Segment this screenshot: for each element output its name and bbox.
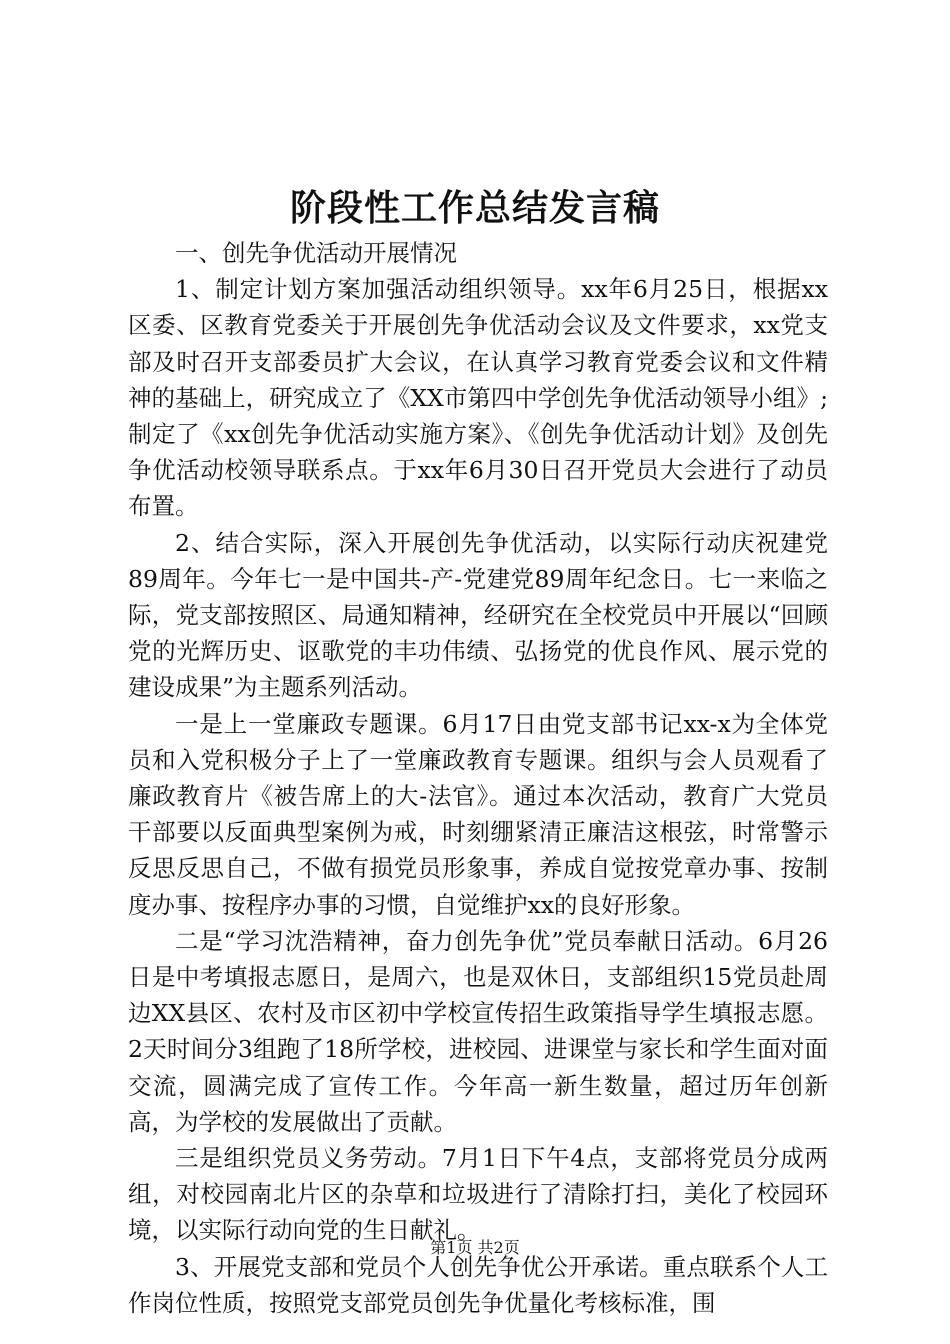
document-body xyxy=(128,235,828,1321)
body-paragraph: 一是上一堂廉政专题课。6月17日由党支部书记xx-x为全体党员和入党积极分子上了一堂廉政教育专题课。组织与会人员观看了廉政教育片《被告席上的大-法官》。通过本次活动，教育广大党员干部要以反面典型案例为戒，时刻绷紧清正廉洁这根弦，时常警示反思反思自己，不做有损党员形象事，养成自觉按党章办事、按制度办事、按程序办事的习惯，自觉维护xx的良好形象。 xyxy=(128,709,828,919)
document-title: 阶段性工作总结发言稿 xyxy=(289,187,660,229)
body-paragraph: 二是“学习沈浩精神，奋力创先争优”党员奉献日活动。6月26日是中考填报志愿日，是周六，也是双休日，支部组织15党员赴周边XX县区、农村及市区初中学校宣传招生政策指导学生填报志愿。2天时间分3组跑了18所学校，进校园、进课堂与家长和学生面对面交流，圆满完成了宣传工作。今年高一新生数量，超过历年创新高，为学校的发展做出了贡献。 xyxy=(128,926,828,1136)
body-paragraph: 2、结合实际，深入开展创先争优活动，以实际行动庆祝建党89周年。今年七一是中国共-产-党建党89周年纪念日。七一来临之际，党支部按照区、局通知精神，经研究在全校党员中开展以“回顾党的光辉历史、讴歌党的丰功伟绩、弘扬党的优良作风、展示党的建设成果”为主题系列活动。 xyxy=(128,528,828,702)
page-footer: 第1页 共2页 xyxy=(430,1238,520,1257)
body-paragraph: 3、开展党支部和党员个人创先争优公开承诺。重点联系个人工作岗位性质，按照党支部党员创先争优量化考核标准，围 xyxy=(128,1252,828,1317)
section-heading: 一、创先争优活动开展情况 xyxy=(175,239,457,267)
body-paragraph: 1、制定计划方案加强活动组织领导。xx年6月25日，根据xx区委、区教育党委关于开展创先争优活动会议及文件要求，xx党支部及时召开支部委员扩大会议，在认真学习教育党委会议和文件精神的基础上，研究成立了《XX市第四中学创先争优活动领导小组》;制定了《xx创先争优活动实施方案》、《创先争优活动计划》及创先争优活动校领导联系点。于xx年6月30日召开党员大会进行了动员布置。 xyxy=(128,275,828,521)
body-paragraph: 三是组织党员义务劳动。7月1日下午4点，支部将党员分成两组，对校园南北片区的杂草和垃圾进行了清除打扫，美化了校园环境，以实际行动向党的生日献礼。 xyxy=(128,1144,828,1245)
